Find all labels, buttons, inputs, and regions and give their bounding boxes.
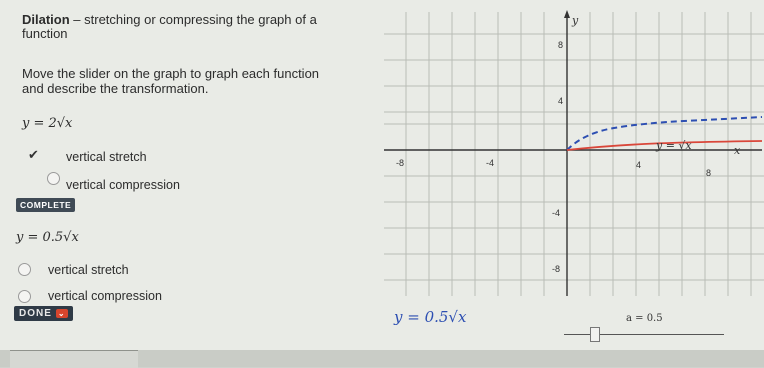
slider-handle[interactable]: [590, 327, 600, 342]
y-tick-label: -4: [552, 208, 561, 218]
coordinate-graph[interactable]: [384, 0, 764, 300]
page-title: [22, 13, 362, 41]
footer-tab[interactable]: [10, 350, 138, 368]
radio-button-q2-option-2[interactable]: [18, 290, 31, 303]
graph-equation-display: y = 0.5√x: [394, 308, 467, 326]
chevron-down-icon: ⌄: [57, 309, 66, 318]
done-button[interactable]: [14, 306, 73, 321]
y-tick-label: 4: [558, 96, 564, 106]
curve-label: y = √x: [656, 139, 692, 152]
slider-track[interactable]: [564, 334, 724, 335]
x-tick-label: 8: [706, 168, 712, 178]
question-1-equation: y = 2√x: [22, 116, 73, 131]
grid-lines: [384, 12, 764, 296]
y-tick-label: -8: [552, 264, 561, 274]
radio-button-q2-option-1[interactable]: [18, 263, 31, 276]
x-tick-label: -8: [396, 158, 405, 168]
y-axis-arrow-icon: [564, 10, 570, 18]
question-2-equation: y = 0.5√x: [16, 230, 79, 245]
title-bold: Dilation: [22, 12, 70, 27]
done-label: DONE: [19, 308, 52, 319]
y-axis-label: y: [572, 14, 579, 27]
instructions-text: Move the slider on the graph to graph each function and describe the transformation.: [22, 66, 320, 96]
question-1-option-2[interactable]: vertical compression: [66, 178, 180, 192]
slider-value-label: a = 0.5: [626, 313, 663, 324]
title-rest: – stretching or compressing the graph of a function: [22, 12, 317, 41]
question-2-option-2[interactable]: vertical compression: [48, 289, 162, 303]
y-tick-label: 8: [558, 40, 564, 50]
question-2-option-1[interactable]: vertical stretch: [48, 263, 129, 277]
x-axis-label: x: [734, 144, 741, 157]
radio-button-q1-option-2[interactable]: [47, 172, 60, 185]
x-tick-label: -4: [486, 158, 495, 168]
status-badge-complete: COMPLETE: [16, 198, 75, 212]
x-tick-label: 4: [636, 160, 642, 170]
checkmark-icon: ✔: [28, 147, 39, 162]
question-1-option-1[interactable]: vertical stretch: [66, 150, 147, 164]
